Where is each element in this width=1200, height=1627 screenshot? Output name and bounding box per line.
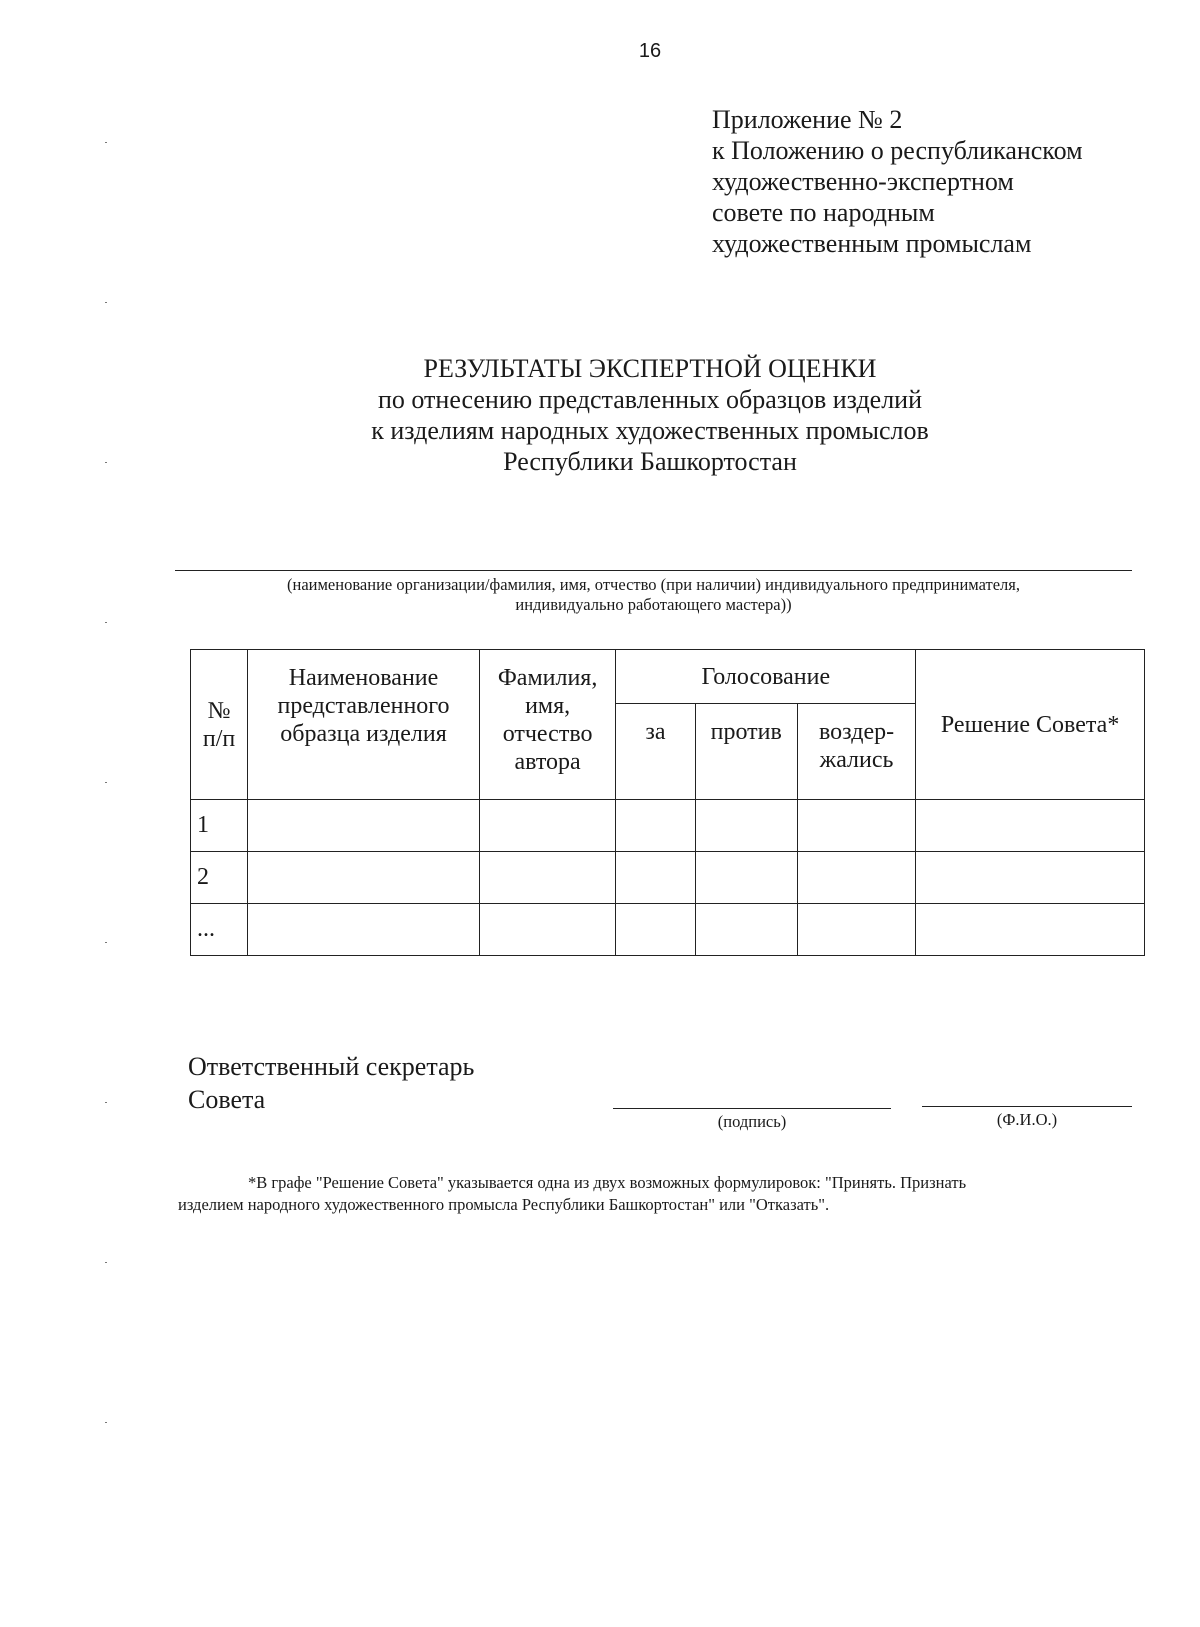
header-sample-name: Наименование представленного образца изделия [248,650,480,800]
header-vote-for: за [616,704,695,800]
header-author: Фамилия, имя, отчество автора [479,650,615,800]
cell-decision[interactable] [916,800,1145,852]
footnote [178,1172,1138,1216]
scan-speck [105,142,107,143]
secretary-title [188,1050,474,1116]
cell-sample-name[interactable] [248,904,480,956]
row-number: 2 [191,852,248,904]
cell-sample-name[interactable] [248,800,480,852]
header-vote-against: против [695,704,797,800]
signature-fill-line[interactable] [613,1108,891,1109]
cell-vote-against[interactable] [695,904,797,956]
caption-line: индивидуально работающего мастера)) [515,595,792,614]
appendix-line: совете по народным [712,198,935,227]
row-number: 1 [191,800,248,852]
table-row [191,800,1145,852]
footnote-line: изделием народного художественного промысла Республики Башкортостан" или "Отказать". [178,1195,830,1214]
subtitle-line: к изделиям народных художественных промыслов [371,416,929,445]
signature-caption: (подпись) [717,1112,787,1131]
scan-speck [105,782,107,783]
scan-speck [105,1422,107,1423]
name-caption: (Ф.И.О.) [996,1110,1058,1129]
name-fill-line[interactable] [922,1106,1132,1107]
scan-speck [105,302,107,303]
cell-decision[interactable] [916,904,1145,956]
cell-vote-abstain[interactable] [797,852,915,904]
title-line: РЕЗУЛЬТАТЫ ЭКСПЕРТНОЙ ОЦЕНКИ [423,354,877,383]
scan-speck [105,622,107,623]
caption-line: (наименование организации/фамилия, имя, отчество (при наличии) индивидуального предпринимателя, [287,575,1020,594]
appendix-line: художественным промыслам [712,229,1032,258]
subtitle-line: Республики Башкортостан [503,447,797,476]
table-row [191,852,1145,904]
cell-vote-for[interactable] [616,904,695,956]
cell-vote-for[interactable] [616,800,695,852]
scan-speck [105,1262,107,1263]
footnote-line: *В графе "Решение Совета" указывается одна из двух возможных формулировок: "Принять. Признать [248,1173,967,1192]
appendix-line: к Положению о республиканском [712,136,1083,165]
cell-author[interactable] [479,904,615,956]
cell-vote-against[interactable] [695,800,797,852]
header-vote-abstain: воздер-жались [797,704,915,800]
cell-vote-abstain[interactable] [797,904,915,956]
cell-decision[interactable] [916,852,1145,904]
appendix-line: художественно-экспертном [712,167,1014,196]
cell-vote-against[interactable] [695,852,797,904]
appendix-reference [712,104,1083,259]
organization-fill-line[interactable] [175,570,1132,571]
page-number: 16 [638,40,662,62]
secretary-role-line: Ответственный секретарь [188,1052,475,1081]
document-title [0,353,1200,477]
appendix-line: Приложение № 2 [712,105,903,134]
subtitle-line: по отнесению представленных образцов изделий [377,385,923,414]
scan-speck [105,462,107,463]
cell-author[interactable] [479,800,615,852]
cell-vote-for[interactable] [616,852,695,904]
header-number: № п/п [191,650,248,800]
results-table [190,649,1145,956]
row-number: ... [191,904,248,956]
organization-caption [175,575,1132,615]
scan-speck [105,942,107,943]
cell-vote-abstain[interactable] [797,800,915,852]
scan-speck [105,1102,107,1103]
header-voting: Голосование [616,650,916,704]
cell-author[interactable] [479,852,615,904]
secretary-role-line: Совета [188,1085,266,1114]
table-row [191,904,1145,956]
cell-sample-name[interactable] [248,852,480,904]
header-decision: Решение Совета* [916,650,1145,800]
